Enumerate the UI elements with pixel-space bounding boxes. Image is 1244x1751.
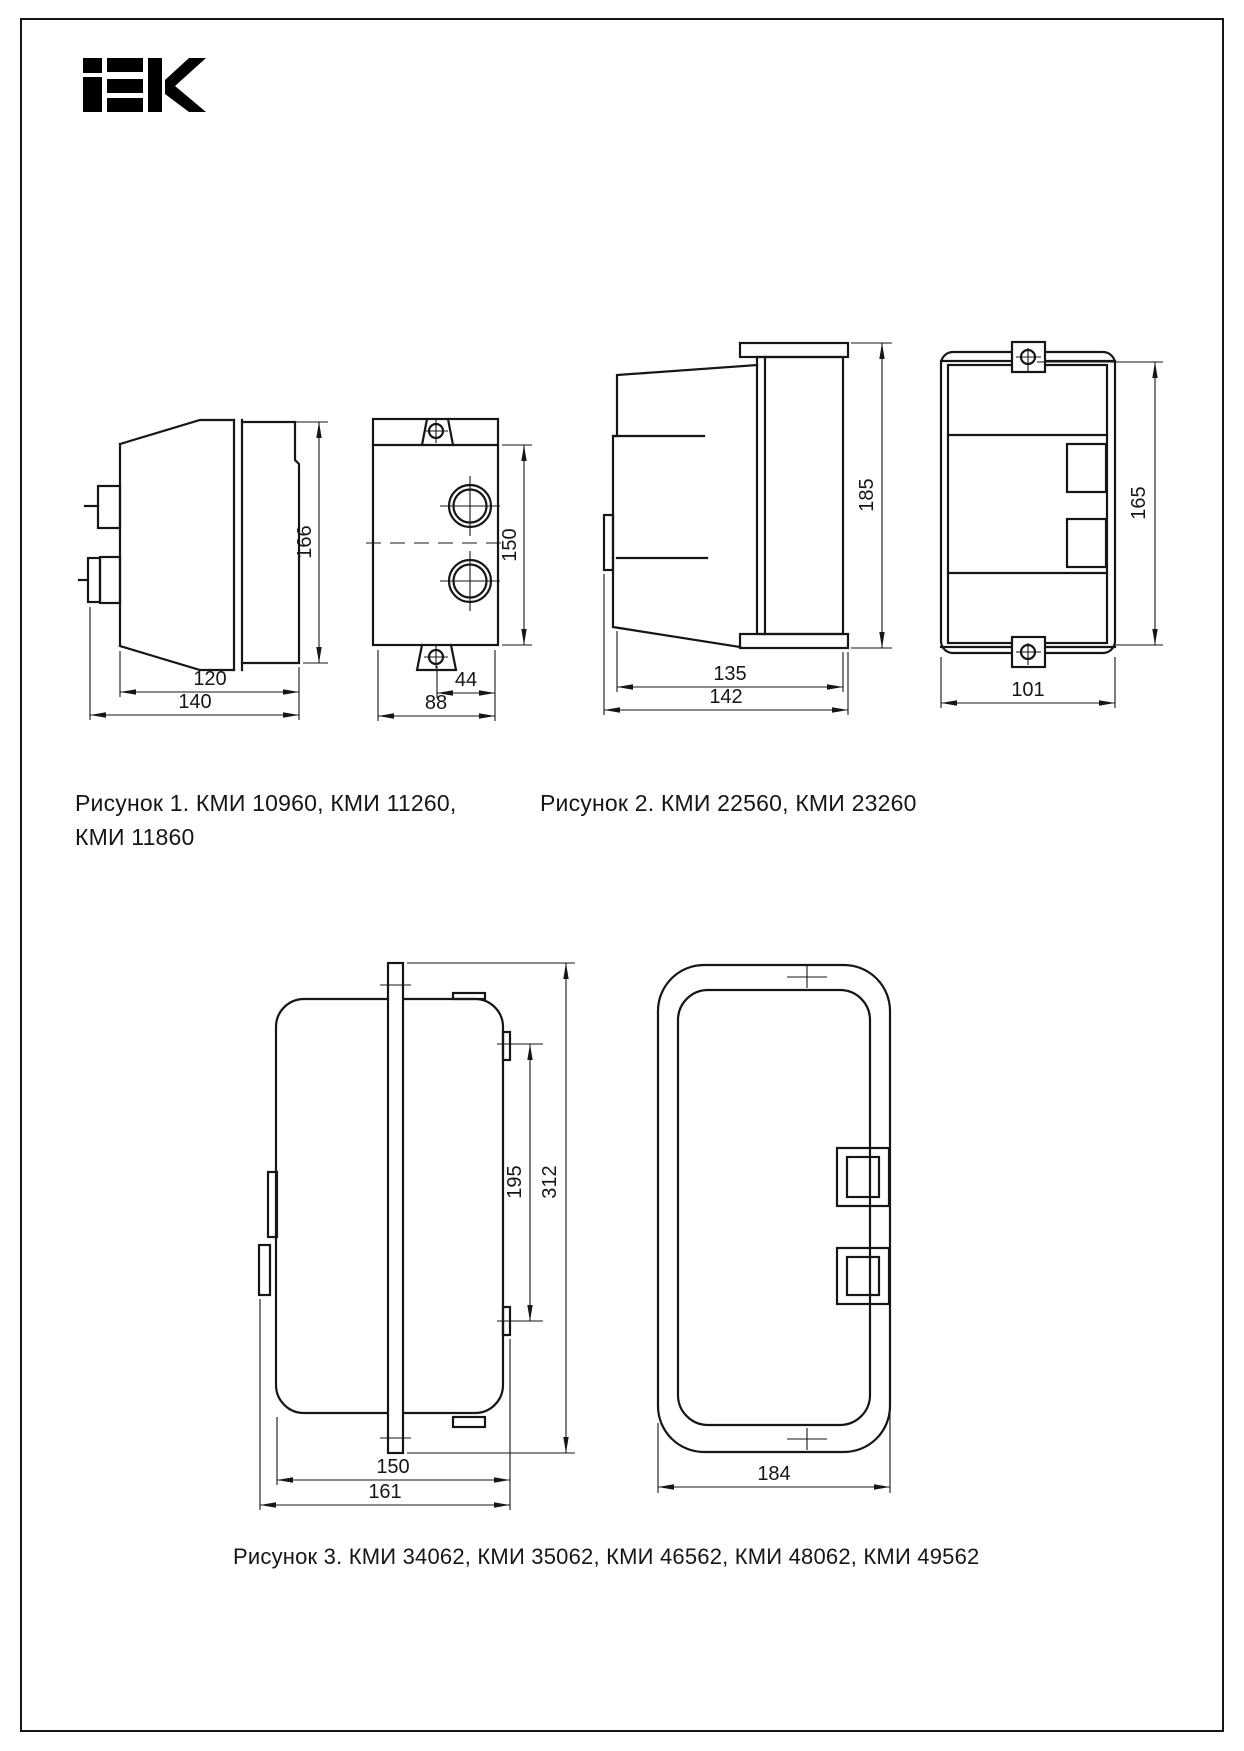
- dimension-label-front-width: 101: [1011, 679, 1045, 701]
- dimension-label-front-height: 150: [499, 528, 521, 562]
- figure3-side-dimensions: [260, 963, 575, 1510]
- dimension-label-total-width: 161: [368, 1481, 402, 1503]
- figure3-side-view: [259, 963, 510, 1453]
- top-tab: [453, 993, 485, 999]
- figure3-caption: [233, 1540, 1013, 1574]
- logo-e-bar-mid: [107, 79, 143, 93]
- terminal-lower-outer: [88, 558, 100, 602]
- mounting-plate: [757, 357, 843, 634]
- figure1-side-dimensions: [90, 422, 328, 720]
- window-upper: [1067, 444, 1106, 492]
- logo-k-bar: [148, 58, 162, 112]
- terminal-upper: [98, 486, 120, 528]
- logo-k-arms: [165, 58, 206, 112]
- dimension-label-tab-spacing: 195: [504, 1165, 526, 1199]
- dimension-label-side-body-width: 135: [713, 663, 747, 685]
- bottom-tab: [453, 1417, 485, 1427]
- figure1-caption-line1: Рисунок 1. КМИ 10960, КМИ 11260,: [75, 790, 457, 816]
- figure1-side-view: [79, 420, 299, 670]
- dimension-label-side-body-width: 120: [193, 668, 227, 690]
- figure1-caption: [75, 786, 515, 854]
- dimension-label-side-total-width: 142: [709, 686, 743, 708]
- dimension-label-hole-to-edge: 44: [454, 669, 478, 691]
- flange-bottom: [740, 634, 848, 648]
- figure3-drawing: [75, 850, 975, 1520]
- side-tab: [604, 515, 613, 570]
- iek-logo: [72, 50, 212, 122]
- dimension-label-side-total-width: 140: [178, 691, 212, 713]
- left-tab-lower: [259, 1245, 270, 1295]
- logo-i-dot: [83, 58, 102, 73]
- figure2-caption-text: Рисунок 2. КМИ 22560, КМИ 23260: [540, 790, 917, 816]
- figure2-side-dimensions: [604, 343, 892, 715]
- iek-logo-glyphs: [83, 58, 206, 112]
- figure2-side-view: [604, 343, 848, 648]
- window-lower: [1067, 519, 1106, 567]
- dimension-label-side-height: 185: [856, 478, 878, 512]
- dimension-label-total-height: 312: [539, 1165, 561, 1199]
- logo-e-bar-top: [107, 58, 143, 72]
- figure2-caption: [540, 786, 1020, 820]
- figure1-caption-line2: КМИ 11860: [75, 824, 195, 850]
- figure3-front-view: [658, 965, 890, 1452]
- figure2-front-view: [941, 342, 1115, 667]
- flange-top: [740, 343, 848, 357]
- cover-outline: [658, 965, 890, 1452]
- figure3-caption-text: Рисунок 3. КМИ 34062, КМИ 35062, КМИ 46562, КМИ 48062, КМИ 49562: [233, 1544, 980, 1569]
- logo-e-bar-bottom: [107, 98, 143, 112]
- figure2-drawing: [535, 290, 1175, 760]
- terminal-lower: [100, 557, 120, 603]
- mounting-rail: [388, 963, 403, 1453]
- dimension-label-body-width: 150: [376, 1456, 410, 1478]
- dimension-label-front-height: 165: [1128, 486, 1150, 520]
- figure1-front-dimensions: [378, 445, 532, 721]
- mounting-plate: [242, 422, 299, 663]
- figure1-drawing: [70, 350, 540, 730]
- dimension-label-front-width: 88: [424, 692, 448, 714]
- cover-face: [678, 990, 870, 1425]
- figure2-front-dimensions: [941, 362, 1163, 708]
- dimension-label-front-width: 184: [757, 1463, 791, 1485]
- dimension-label-side-height: 166: [294, 525, 316, 559]
- figure1-front-view: [366, 419, 504, 670]
- cover-face: [948, 365, 1107, 643]
- right-tab-upper: [503, 1032, 510, 1060]
- logo-i-bar: [83, 77, 102, 112]
- cover-outline: [941, 352, 1115, 653]
